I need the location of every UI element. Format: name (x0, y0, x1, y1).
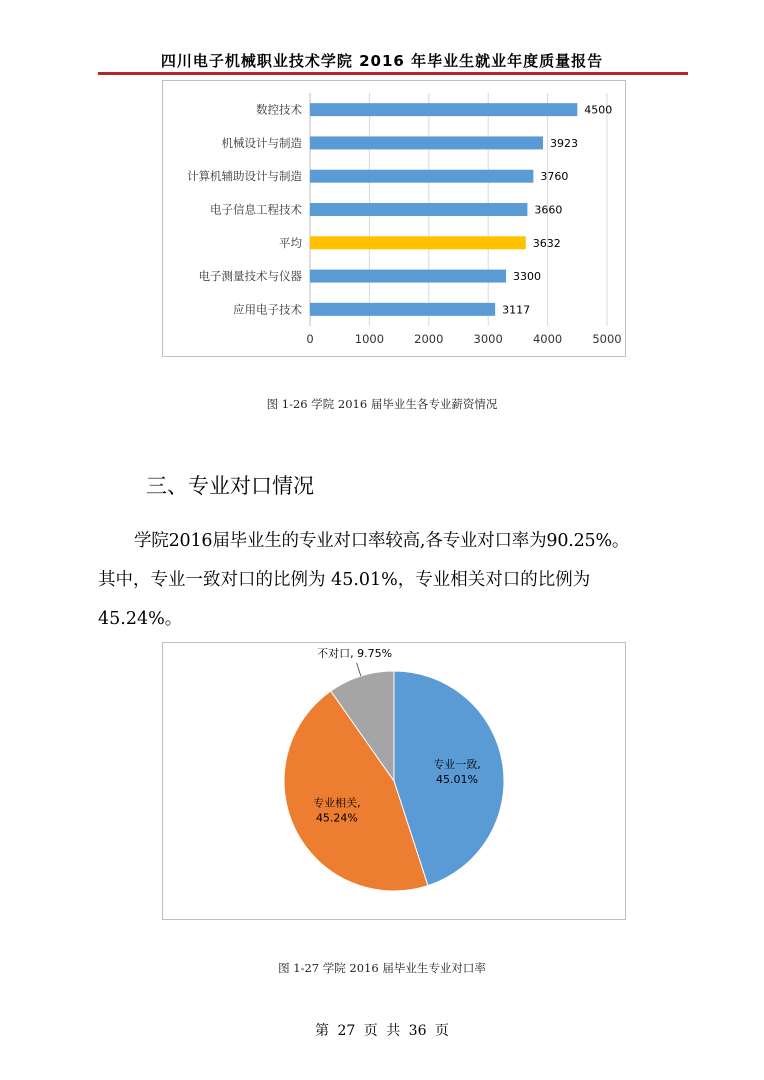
paragraph-line-1: 学院2016届毕业生的专业对口率较高,各专业对口率为90.25%。 (134, 531, 630, 551)
category-label: 数控技术 (256, 102, 302, 117)
bar (310, 103, 577, 116)
paragraph-line-3: 45.24%。 (98, 609, 183, 629)
bar (310, 170, 533, 183)
data-label: 3632 (532, 236, 561, 250)
category-label: 电子信息工程技术 (210, 202, 302, 217)
data-label: 3117 (502, 303, 531, 317)
category-label: 应用电子技术 (233, 302, 302, 317)
data-label: 3923 (550, 136, 579, 150)
bar (310, 136, 543, 149)
category-label: 计算机辅助设计与制造 (187, 169, 302, 184)
x-tick-label: 0 (306, 332, 314, 346)
x-tick-label: 3000 (473, 332, 503, 346)
pie-slice-label: 不对口, 9.75% (317, 646, 393, 660)
data-label: 3300 (513, 270, 542, 284)
page-header-title: 四川电子机械职业技术学院 2016 年毕业生就业年度质量报告 (160, 52, 604, 70)
category-label: 机械设计与制造 (221, 135, 302, 150)
page-footer: 第 27 页 共 36 页 (315, 1023, 449, 1039)
pie-slice-value-label: 45.24% (315, 811, 358, 825)
bar (310, 236, 526, 249)
category-label: 平均 (279, 235, 302, 250)
major-match-pie-chart (162, 642, 626, 920)
x-tick-label: 2000 (414, 332, 444, 346)
bar (310, 270, 506, 283)
pie-slice-label: 专业相关, (313, 796, 361, 810)
x-tick-label: 5000 (592, 332, 622, 346)
paragraph-line-2: 其中，专业一致对口的比例为 45.01%，专业相关对口的比例为 (98, 570, 591, 590)
pie-slice-value-label: 45.01% (436, 773, 478, 787)
major-match-pie-chart-svg (163, 643, 625, 919)
bar (310, 303, 495, 316)
data-label: 3660 (534, 203, 563, 217)
data-label: 3760 (540, 170, 569, 184)
x-tick-label: 4000 (532, 332, 563, 346)
pie-leader-line (357, 663, 361, 676)
section-heading: 三、专业对口情况 (146, 474, 314, 498)
figure-caption-1-27: 图 1-27 学院 2016 届毕业生专业对口率 (278, 961, 486, 975)
salary-bar-chart (162, 80, 626, 357)
salary-bar-chart-svg (163, 81, 625, 356)
category-label: 电子测量技术与仪器 (198, 269, 302, 284)
header-divider (98, 72, 688, 75)
pie-slice-label: 专业一致, (433, 758, 481, 772)
x-tick-label: 1000 (354, 332, 385, 346)
figure-caption-1-26: 图 1-26 学院 2016 届毕业生各专业薪资情况 (266, 397, 498, 411)
data-label: 4500 (584, 103, 613, 117)
bar (310, 203, 527, 216)
